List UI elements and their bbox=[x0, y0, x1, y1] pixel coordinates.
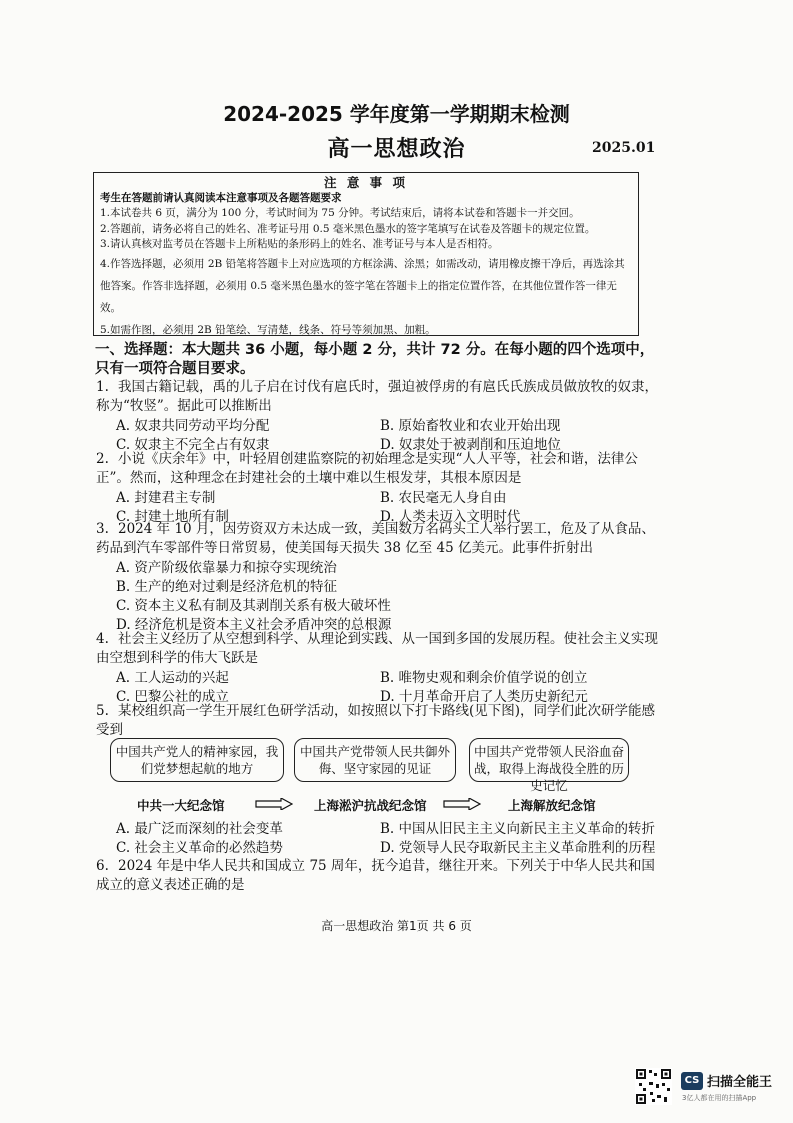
question-5-options bbox=[96, 820, 658, 859]
scanner-app-name: 扫描全能王 bbox=[707, 1075, 773, 1090]
option-b: B. 原始畜牧业和农业开始出现 bbox=[380, 417, 561, 434]
route-card-3: 中国共产党带领人民浴血奋战，取得上海战役全胜的历史记忆 bbox=[469, 738, 629, 782]
route-stop-2: 上海淞沪抗战纪念馆 bbox=[314, 798, 427, 813]
section-heading: 一、选择题：本大题共 36 小题，每小题 2 分，共计 72 分。在每小题的四个选项中，只有一项符合题目要求。 bbox=[95, 342, 655, 377]
route-arrow-icon bbox=[255, 798, 293, 810]
route-card-1: 中国共产党人的精神家园，我们党梦想起航的地方 bbox=[110, 738, 284, 782]
notice-title: 注 意 事 项 bbox=[323, 175, 409, 190]
route-stop-1: 中共一大纪念馆 bbox=[137, 798, 225, 813]
notice-item: 1.本试卷共 6 页，满分为 100 分，考试时间为 75 分钟。考试结束后，请将本试卷和答题卡一并交回。 bbox=[100, 207, 580, 219]
question-5 bbox=[96, 702, 658, 741]
question-stem: 2024 年 10 月，因劳资双方未达成一致，美国数万名码头工人举行罢工，危及了从食品、药品到汽车零部件等日常贸易，使美国每天损失 38 亿至 45 亿美元。此事件折射出 bbox=[96, 521, 655, 557]
exam-title: 2024-2025 学年度第一学期期末检测 bbox=[223, 102, 570, 126]
question-number: 5. bbox=[96, 703, 109, 719]
notice-box bbox=[93, 172, 639, 336]
option-a: A. 资产阶级依靠暴力和掠夺实现统治 bbox=[116, 559, 337, 576]
route-arrow-icon bbox=[443, 798, 481, 810]
option-a: A. 奴隶共同劳动平均分配 bbox=[116, 417, 270, 434]
question-number: 3. bbox=[96, 521, 109, 537]
option-d: D. 奴隶处于被剥削和压迫地位 bbox=[380, 436, 561, 453]
option-b: B. 生产的绝对过剩是经济危机的特征 bbox=[116, 578, 338, 595]
question-1 bbox=[96, 378, 658, 455]
notice-intro: 考生在答题前请认真阅读本注意事项及各题答题要求 bbox=[100, 191, 342, 204]
option-d: D. 经济危机是资本主义社会矛盾冲突的总根源 bbox=[116, 617, 392, 634]
question-stem: 社会主义经历了从空想到科学、从理论到实践、从一国到多国的发展历程。使社会主义实现由空想到科学的伟大飞跃是 bbox=[96, 631, 658, 667]
option-a: A. 工人运动的兴起 bbox=[116, 669, 229, 686]
question-number: 1. bbox=[96, 379, 109, 395]
route-stop-3: 上海解放纪念馆 bbox=[508, 798, 596, 813]
qr-code-icon bbox=[635, 1068, 672, 1105]
question-stem: 某校组织高一学生开展红色研学活动，如按照以下打卡路线(见下图)，同学们此次研学能感受到 bbox=[96, 703, 656, 739]
question-number: 2. bbox=[96, 451, 109, 467]
option-b: B. 唯物史观和剩余价值学说的创立 bbox=[380, 669, 588, 686]
option-a: A. 封建君主专制 bbox=[116, 489, 216, 506]
scanner-logo: CS bbox=[681, 1072, 703, 1090]
option-a: A. 最广泛而深刻的社会变革 bbox=[116, 821, 283, 837]
notice-item: 5.如需作图，必须用 2B 铅笔绘、写清楚，线条、符号等须加黑、加粗。 bbox=[100, 323, 436, 336]
notice-item: 4.作答选择题，必须用 2B 铅笔将答题卡上对应选项的方框涂满、涂黑；如需改动，请用橡皮擦干净后，再选涂其他答案。作答非选择题，必须用 0.5 毫米黑色墨水的签字笔在答题卡上的指定位置作答，在其他位置作答一律无效。 bbox=[100, 257, 625, 314]
option-d: D. 十月革命开启了人类历史新纪元 bbox=[380, 688, 588, 705]
notice-item: 2.答题前，请务必将自己的姓名、准考证号用 0.5 毫米黑色墨水的签字笔填写在试卷及答题卡的规定位置。 bbox=[100, 222, 596, 235]
option-d: D. 党领导人民夺取新民主主义革命胜利的历程 bbox=[380, 840, 656, 857]
option-b: B. 中国从旧民主主义向新民主主义革命的转折 bbox=[380, 821, 656, 837]
option-b: B. 农民毫无人身自由 bbox=[380, 489, 507, 506]
subject-title: 高一思想政治 bbox=[327, 137, 466, 162]
question-2 bbox=[96, 450, 658, 527]
question-6 bbox=[96, 857, 658, 896]
page-footer: 高一思想政治 第1页 共 6 页 bbox=[321, 919, 472, 933]
question-4 bbox=[96, 630, 658, 707]
question-number: 4. bbox=[96, 631, 109, 647]
option-c: C. 巴黎公社的成立 bbox=[116, 688, 229, 705]
question-3 bbox=[96, 520, 658, 636]
option-c: C. 奴隶主不完全占有奴隶 bbox=[116, 436, 270, 453]
question-number: 6. bbox=[96, 858, 109, 874]
question-stem: 我国古籍记载，禹的儿子启在讨伐有扈氏时，强迫被俘虏的有扈氏氏族成员做放牧的奴隶，称为“牧竖”。据此可以推断出 bbox=[96, 379, 658, 415]
option-c: C. 社会主义革命的必然趋势 bbox=[116, 840, 283, 857]
option-d: D. 人类未迈入文明时代 bbox=[380, 508, 521, 525]
route-card-2: 中国共产党带领人民共御外侮、坚守家园的见证 bbox=[294, 738, 456, 782]
question-stem: 2024 年是中华人民共和国成立 75 周年，抚今追昔，继往开来。下列关于中华人民共和国成立的意义表述正确的是 bbox=[96, 858, 655, 894]
option-c: C. 资本主义私有制及其剥削关系有极大破坏性 bbox=[116, 598, 391, 615]
notice-item: 3.请认真核对监考员在答题卡上所粘贴的条形码上的姓名、准考证号与本人是否相符。 bbox=[100, 238, 499, 250]
exam-date: 2025.01 bbox=[592, 140, 656, 156]
option-c: C. 封建土地所有制 bbox=[116, 508, 229, 525]
scanner-tagline: 3亿人都在用的扫描App bbox=[682, 1094, 757, 1102]
question-stem: 小说《庆余年》中，叶轻眉创建监察院的初始理念是实现“人人平等，社会和谐，法律公正”。然而，这种理念在封建社会的土壤中难以生根发芽，其根本原因是 bbox=[96, 451, 638, 487]
scanner-watermark bbox=[635, 1068, 785, 1112]
